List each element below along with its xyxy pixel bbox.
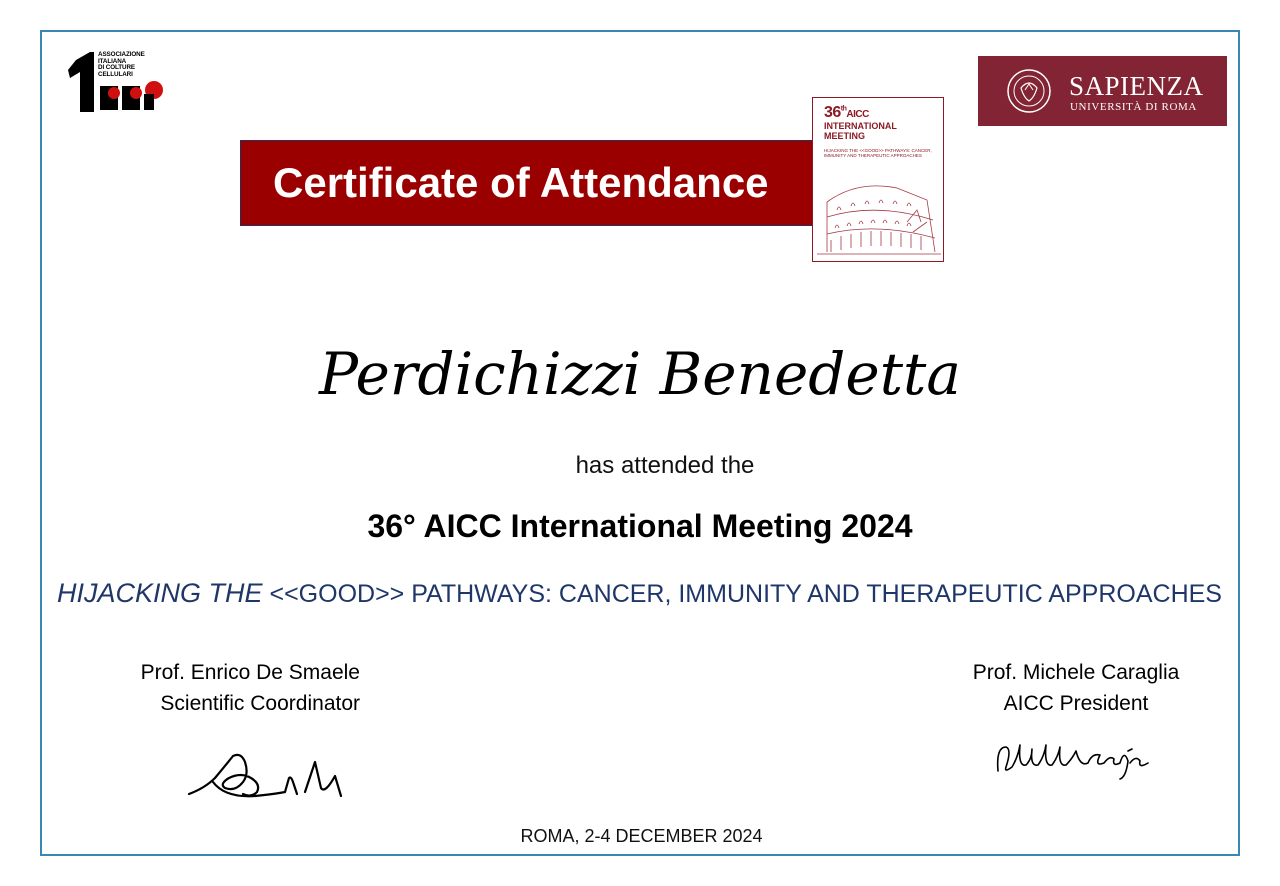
- signatory-name: Prof. Michele Caraglia: [972, 661, 1180, 684]
- poster-subtitle: HIJACKING THE <<GOOD>> PATHWAYS: CANCER, IMMUNITY AND THERAPEUTIC APPROACHES: [824, 148, 932, 158]
- certificate-title: Certificate of Attendance: [240, 140, 814, 226]
- recipient-name: Perdichizzi Benedetta: [319, 340, 961, 408]
- attended-text: has attended the: [575, 452, 755, 479]
- signature-left: [185, 748, 347, 804]
- poster-number: 36thAICC: [824, 104, 869, 121]
- signatory-right: [940, 657, 1212, 719]
- event-date-location: ROMA, 2-4 DECEMBER 2024: [520, 826, 763, 846]
- sapienza-logo: [978, 56, 1227, 126]
- signatory-left: [60, 657, 360, 719]
- meeting-poster: [812, 97, 944, 262]
- signatory-name: Prof. Enrico De Smaele: [140, 661, 360, 684]
- sapienza-seal-icon: [1006, 68, 1052, 114]
- aicc-logo-text: ASSOCIAZIONE ITALIANA DI COLTURE CELLULARI: [98, 51, 145, 78]
- poster-title: INTERNATIONAL MEETING: [824, 121, 897, 141]
- signature-right: [992, 737, 1152, 783]
- sapienza-subtitle: UNIVERSITÀ DI ROMA: [1070, 101, 1197, 113]
- meeting-subtitle: [57, 578, 1222, 609]
- meeting-name: 36° AICC International Meeting 2024: [367, 508, 913, 544]
- signatory-role: AICC President: [1003, 692, 1149, 715]
- sapienza-name: SAPIENZA: [1069, 71, 1204, 101]
- subtitle-lead: HIJACKING THE: [57, 578, 263, 608]
- colosseum-illustration: [817, 162, 941, 260]
- subtitle-rest: <<GOOD>> PATHWAYS: CANCER, IMMUNITY AND THERAPEUTIC APPROACHES: [262, 580, 1222, 608]
- signatory-role: Scientific Coordinator: [160, 692, 360, 715]
